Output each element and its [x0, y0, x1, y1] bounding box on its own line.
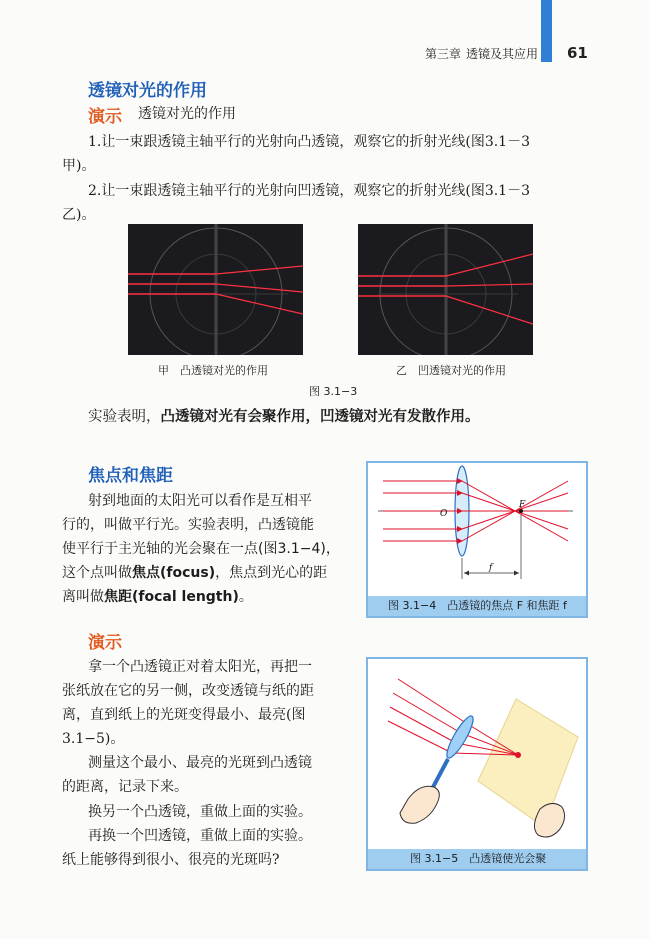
focus-line5: 离叫做焦距(focal length)。	[62, 589, 253, 605]
conclusion-bold: 凸透镜对光有会聚作用，凹透镜对光有发散作用。	[160, 409, 480, 425]
demo2-p2-line1: 测量这个最小、最亮的光斑到凸透镜	[88, 755, 312, 771]
demo2-p1-line2: 张纸放在它的另一侧，改变透镜与纸的距	[62, 683, 314, 699]
label-O: O	[440, 509, 448, 519]
step2-line1: 2.让一束跟透镜主轴平行的光射向凹透镜，观察它的折射光线(图3.1－3	[88, 183, 530, 199]
figure-3-1-3-label: 图 3.1−3	[309, 385, 358, 398]
convex-photo-caption: 甲 凸透镜对光的作用	[158, 364, 268, 377]
concave-lens-photo	[358, 224, 533, 355]
demo2-p1-line4: 3.1−5)。	[62, 731, 125, 747]
label-F: F	[519, 500, 526, 510]
convex-lens-photo-svg	[128, 224, 303, 355]
demo-label: 演示	[88, 107, 122, 127]
demo-label-2: 演示	[88, 633, 122, 653]
convex-lens-photo	[128, 224, 303, 355]
concave-lens-photo-svg	[358, 224, 533, 355]
demo2-p2-line2: 的距离，记录下来。	[62, 779, 188, 795]
demo2-p4-line1: 再换一个凹透镜，重做上面的实验。	[88, 828, 312, 844]
header-accent-bar	[541, 0, 552, 62]
step1-line1: 1.让一束跟透镜主轴平行的光射向凸透镜，观察它的折射光线(图3.1－3	[88, 134, 530, 150]
concave-photo-caption: 乙 凹透镜对光的作用	[396, 364, 506, 377]
demo2-p3: 换另一个凸透镜，重做上面的实验。	[88, 804, 312, 820]
demo2-p1-line3: 离，直到纸上的光斑变得最小、最亮(图	[62, 707, 306, 723]
focus-diagram	[368, 463, 586, 595]
step2-line2: 乙)。	[62, 207, 96, 223]
step1-line2: 甲)。	[62, 158, 96, 174]
figure-3-1-4	[366, 461, 588, 618]
label-f: f	[489, 563, 493, 573]
light-spot	[515, 752, 521, 758]
focus-line2: 行的，叫做平行光。实验表明，凸透镜能	[62, 517, 314, 533]
focus-line1: 射到地面的太阳光可以看作是互相平	[88, 493, 312, 509]
figure-3-1-5-caption: 图 3.1−5 凸透镜使光会聚	[368, 849, 586, 869]
figure-3-1-5	[366, 657, 588, 871]
demo-title: 透镜对光的作用	[138, 106, 236, 122]
chapter-title: 透镜及其应用	[466, 47, 539, 61]
hand-left	[400, 786, 439, 823]
demo2-p4-line2: 纸上能够得到很小、很亮的光斑吗?	[62, 852, 280, 868]
demo2-p1-line1: 拿一个凸透镜正对着太阳光，再把一	[88, 659, 312, 675]
figure-3-1-4-caption: 图 3.1−4 凸透镜的焦点 F 和焦距 f	[368, 596, 586, 616]
page-number: 61	[567, 44, 588, 62]
section-title-focus: 焦点和焦距	[88, 466, 173, 486]
sun-focus-illustration	[368, 659, 586, 847]
chapter-label: 第三章	[425, 47, 462, 61]
focus-line4: 这个点叫做焦点(focus)，焦点到光心的距	[62, 565, 328, 581]
conclusion: 实验表明，凸透镜对光有会聚作用，凹透镜对光有发散作用。	[88, 409, 480, 425]
section-title-lens-effect: 透镜对光的作用	[88, 81, 207, 101]
focus-line3: 使平行于主光轴的光会聚在一点(图3.1−4)，	[62, 541, 340, 557]
